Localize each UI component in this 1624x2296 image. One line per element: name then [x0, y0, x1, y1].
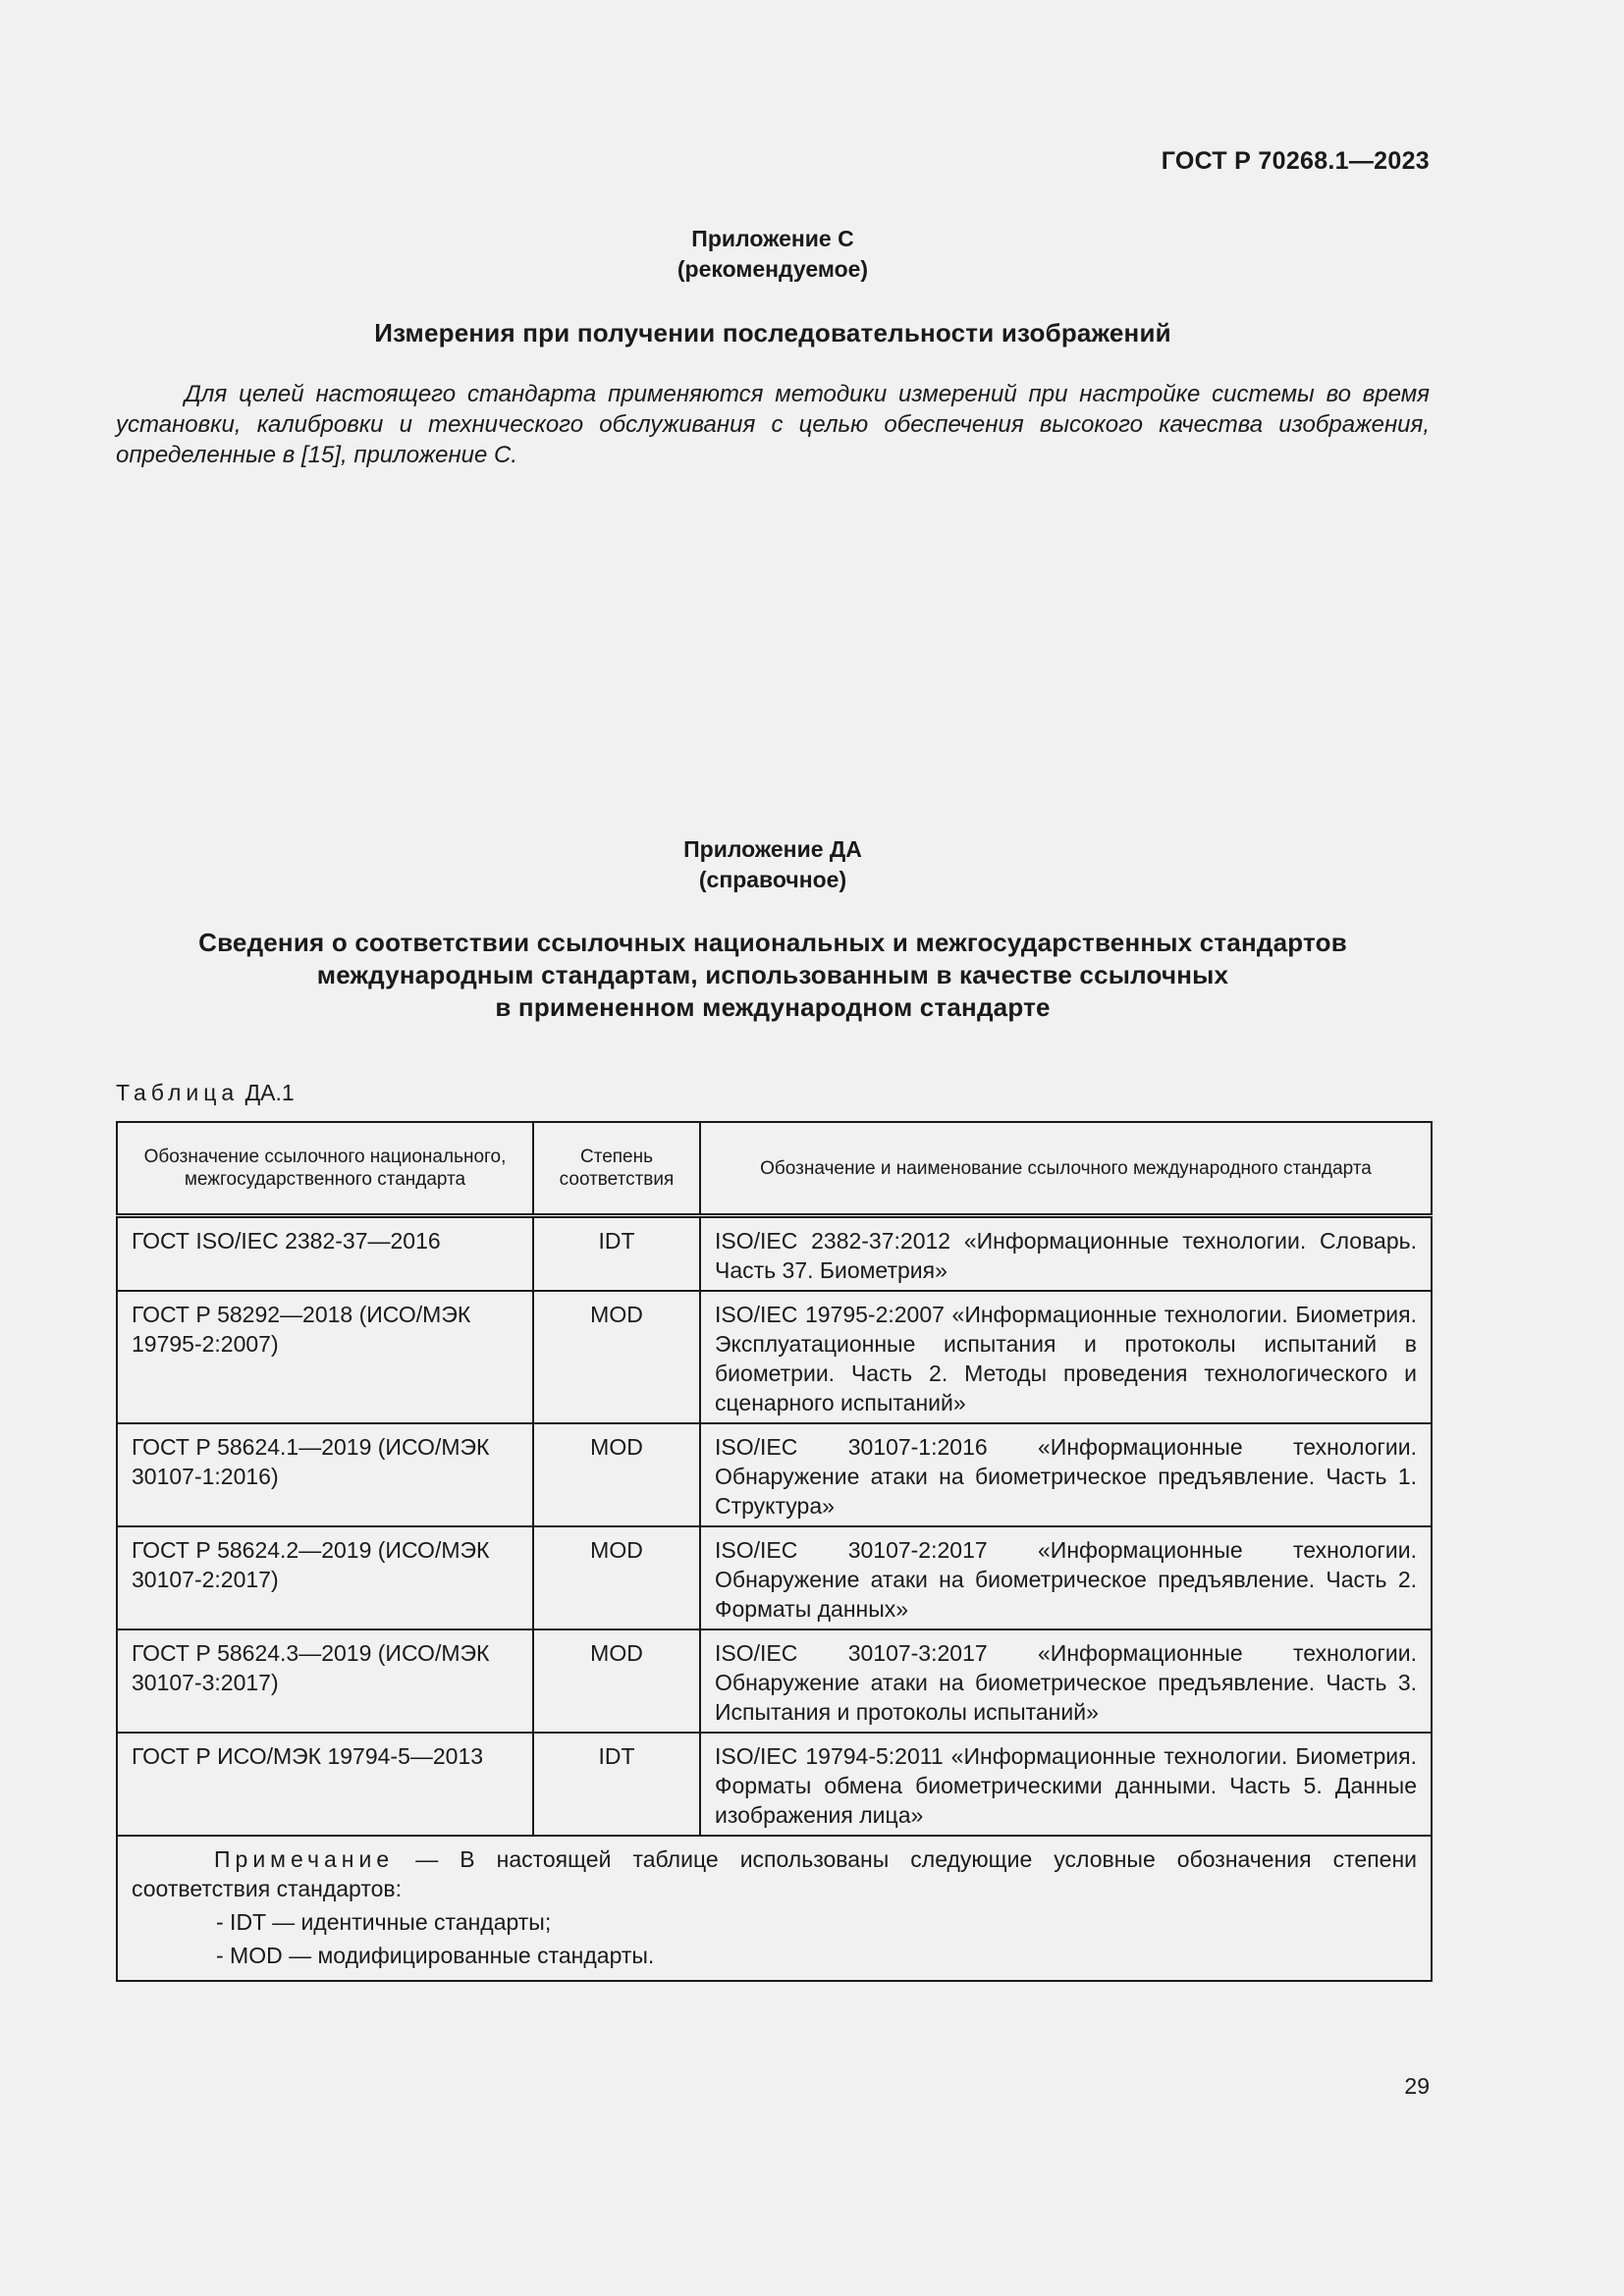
cell-national: ГОСТ Р ИСО/МЭК 19794-5—2013: [117, 1733, 533, 1836]
header-degree: Степень соответствия: [533, 1122, 700, 1216]
table-row: [117, 1526, 1432, 1629]
document-code: ГОСТ Р 70268.1—2023: [1161, 147, 1430, 175]
header-national: Обозначение ссылочного национального, межгосударственного стандарта: [117, 1122, 533, 1216]
table-row: [117, 1629, 1432, 1733]
table-caption-number: ДА.1: [244, 1080, 295, 1105]
annex-c-title: Измерения при получении последовательности изображений: [374, 318, 1171, 347]
cell-international: ISO/IEC 30107-3:2017 «Информационные технологии. Обнаружение атаки на биометрическое предъявление. Часть 3. Испытания и протоколы испытаний»: [700, 1629, 1432, 1733]
annex-da-title-line: международным стандартам, использованным в качестве ссылочных: [316, 960, 1229, 989]
cell-degree: IDT: [533, 1216, 700, 1292]
cell-national: ГОСТ ISO/IEC 2382-37—2016: [117, 1216, 533, 1292]
annex-c-label: Приложение С: [691, 226, 854, 251]
annex-da-status: (справочное): [698, 867, 847, 892]
annex-da-label: Приложение ДА: [683, 836, 862, 862]
cell-degree: MOD: [533, 1629, 700, 1733]
cell-national: ГОСТ Р 58624.3—2019 (ИСО/МЭК 30107-3:2017): [117, 1629, 533, 1733]
table-row: [117, 1216, 1432, 1292]
cell-degree: MOD: [533, 1526, 700, 1629]
annex-c-heading: [116, 224, 1430, 285]
table-row: [117, 1291, 1432, 1423]
annex-c-status: (рекомендуемое): [677, 256, 869, 282]
table-row: [117, 1733, 1432, 1836]
note-text: [132, 1844, 1417, 1903]
note-item: - IDT — идентичные стандарты;: [216, 1909, 552, 1935]
annex-c-text: Для целей настоящего стандарта применяются методики измерений при настройке системы во время установки, калибровки и технического обслуживания с целью обеспечения высокого качества изображения, определенные в [15], приложение С.: [116, 381, 1430, 468]
cell-national: ГОСТ Р 58624.2—2019 (ИСО/МЭК 30107-2:2017): [117, 1526, 533, 1629]
cell-national: ГОСТ Р 58292—2018 (ИСО/МЭК 19795-2:2007): [117, 1291, 533, 1423]
header-international: Обозначение и наименование ссылочного международного стандарта: [700, 1122, 1432, 1216]
annex-da-title-line: в примененном международном стандарте: [495, 992, 1051, 1022]
annex-da-heading: [116, 834, 1430, 895]
cell-international: ISO/IEC 2382-37:2012 «Информационные технологии. Словарь. Часть 37. Биометрия»: [700, 1216, 1432, 1292]
annex-da-title: [116, 927, 1430, 1024]
reference-table: [116, 1121, 1433, 1982]
table-row: [117, 1423, 1432, 1526]
cell-international: ISO/IEC 19794-5:2011 «Информационные технологии. Биометрия. Форматы обмена биометрическими данными. Часть 5. Данные изображения лица»: [700, 1733, 1432, 1836]
cell-national: ГОСТ Р 58624.1—2019 (ИСО/МЭК 30107-1:2016): [117, 1423, 533, 1526]
table-note: [117, 1836, 1432, 1981]
cell-international: ISO/IEC 30107-1:2016 «Информационные технологии. Обнаружение атаки на биометрическое предъявление. Часть 1. Структура»: [700, 1423, 1432, 1526]
page-number: 29: [1404, 2073, 1430, 2099]
note-label: Примечание: [214, 1846, 395, 1872]
cell-international: ISO/IEC 30107-2:2017 «Информационные технологии. Обнаружение атаки на биометрическое предъявление. Часть 2. Форматы данных»: [700, 1526, 1432, 1629]
cell-degree: MOD: [533, 1291, 700, 1423]
note-item: - MOD — модифицированные стандарты.: [216, 1943, 655, 1968]
cell-degree: IDT: [533, 1733, 700, 1836]
cell-degree: MOD: [533, 1423, 700, 1526]
cell-international: ISO/IEC 19795-2:2007 «Информационные технологии. Биометрия. Эксплуатационные испытания и протоколы испытаний в биометрии. Часть 2. Методы проведения технологического и сценарного испытаний»: [700, 1291, 1432, 1423]
table-header-row: [117, 1122, 1432, 1216]
table-caption-word: Таблица: [116, 1080, 240, 1105]
table-caption: [116, 1080, 295, 1106]
table-note-row: [117, 1836, 1432, 1981]
annex-da-title-line: Сведения о соответствии ссылочных национальных и межгосударственных стандартов: [198, 928, 1347, 957]
note-body: — В настоящей таблице использованы следующие условные обозначения степени соответствия стандартов:: [132, 1846, 1417, 1901]
